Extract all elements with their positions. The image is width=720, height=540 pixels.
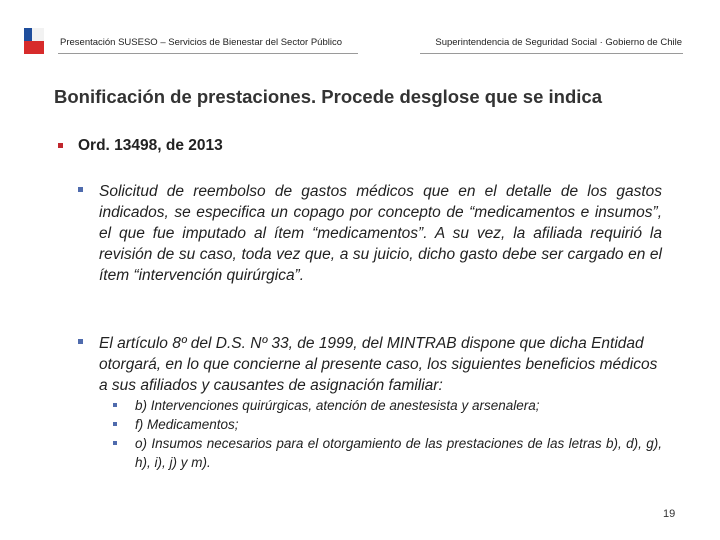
sub-item-o: o) Insumos necesarios para el otorgamiento de las prestaciones de las letras b), d), g), h), i), j) y m). xyxy=(135,436,662,470)
chile-flag-logo xyxy=(24,28,44,54)
bullet-icon xyxy=(58,143,63,148)
bullet-icon xyxy=(78,187,83,192)
page-number: 19 xyxy=(663,508,676,520)
bullet-icon xyxy=(113,422,117,426)
slide-title: Bonificación de prestaciones. Procede desglose que se indica xyxy=(54,86,602,107)
sub-item-b: b) Intervenciones quirúrgicas, atención de anestesista y arsenalera; xyxy=(135,398,540,413)
header-left-text: Presentación SUSESO – Servicios de Bienestar del Sector Público xyxy=(60,37,342,48)
sub-item-f: f) Medicamentos; xyxy=(135,417,239,432)
header-right-text: Superintendencia de Seguridad Social · Gobierno de Chile xyxy=(435,37,682,48)
header-divider-right xyxy=(420,53,683,54)
header-divider-left xyxy=(58,53,358,54)
level1-item: Ord. 13498, de 2013 xyxy=(78,137,223,154)
paragraph-reimbursement-request: Solicitud de reembolso de gastos médicos que en el detalle de los gastos indicados, se especifica un copago por concepto de “medicamentos e insumos”, el que fue imputado al ítem “medicamentos”. A su vez, la afiliada requirió la revisión de su caso, toda vez que, a su juicio, dicho gasto debe ser cargado en el ítem “intervención quirúrgica”. xyxy=(99,183,662,284)
bullet-icon xyxy=(113,441,117,445)
bullet-icon xyxy=(113,403,117,407)
bullet-icon xyxy=(78,339,83,344)
paragraph-article-8: El artículo 8º del D.S. Nº 33, de 1999, del MINTRAB dispone que dicha Entidad otorgará, en lo que concierne al presente caso, los siguientes beneficios médicos a sus afiliados y causantes de asignación familiar: xyxy=(99,335,658,394)
